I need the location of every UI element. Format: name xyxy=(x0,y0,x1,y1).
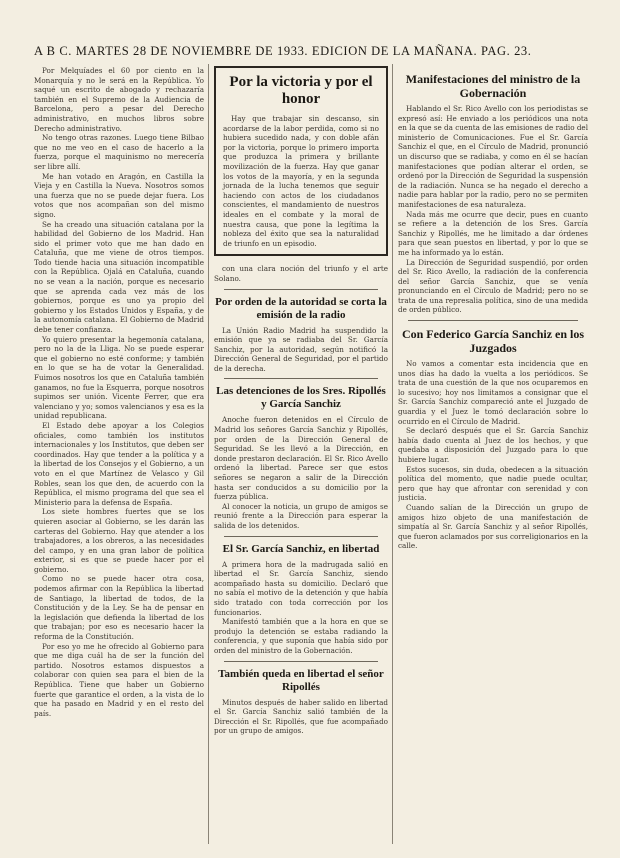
paragraph: Al conocer la noticia, un grupo de amigos se reunió frente a la Dirección para esperar la salida de los detenidos. xyxy=(214,501,388,530)
paragraph: Estos sucesos, sin duda, obedecen a la situación política del momento, que nadie puede ocultar, pero que hay que afrontar con serenidad y con justicia. xyxy=(398,464,588,503)
headline-garcia-sanchiz-freed: El Sr. García Sanchiz, en libertad xyxy=(222,542,380,555)
boxed-article xyxy=(214,66,388,256)
paragraph: Hablando el Sr. Rico Avello con los periodistas se expresó así: He enviado a los periódicos una nota en la que se da cuenta de las emisiones de radio del ministerio de Comunicaciones. Fue el Sr. García Sanchiz el que, en el Círculo de Madrid, pronunció un discurso que se radiaba, y como en él se hacían manifestaciones que podían alterar el orden, se ordenó por la Dirección de Seguridad la suspensión de la radiación. Nunca se ha negado el derecho a nadie para hablar por la radio, pero no se permiten manifestaciones de esa naturaleza. xyxy=(398,104,588,209)
column-right xyxy=(398,66,588,844)
paragraph: A primera hora de la madrugada salió en libertad el Sr. García Sanchiz, siendo acompañado hasta su domicilio. Declaró que no sabía el motivo de la detención y que había sido tratado con toda corrección por los funcionarios. xyxy=(214,559,388,617)
paragraph: Por Melquíades el 60 por ciento en la Monarquía y no le será en la República. Yo saqué un escrito de abogado y rechazaría también en el Supremo de la Audiencia de Barcelona, pero a pesar del Derecho administrativo, en muchos libros sobre Derecho administrativo. xyxy=(34,66,204,133)
column-rule xyxy=(208,64,209,844)
paragraph: La Unión Radio Madrid ha suspendido la emisión que ya se radiaba del Sr. García Sanchiz, por la autoridad, según notificó la Dirección General de Seguridad, por el partido de la derecha. xyxy=(214,325,388,373)
column-left xyxy=(34,66,204,844)
headline-minister: Manifestaciones del ministro de la Gobernación xyxy=(405,72,581,100)
divider xyxy=(224,289,378,290)
paragraph: La Dirección de Seguridad suspendió, por orden del Sr. Rico Avello, la radiación de la conferencia del señor García Sanchiz, que se venía pronunciando en el Círculo de Madrid; pero no se trata de una represalia política, sino de una medida de orden público. xyxy=(398,257,588,315)
paragraph: Hay que trabajar sin descanso, sin acordarse de la labor perdida, como si no hubiera sucedido nada, y con doble afán por la victoria, porque lo primero importa que produzca la primera y brillante movilización de la fuerza. Hay que ganar los votos de la mayoría, y en la segunda jornada de la lucha tenemos que seguir haciendo con actos de los ciudadanos conscientes, el mandamiento de nuestros ideales en el combate y la moral de nuestra causa, que pone la legítima la nobleza del éxito que sea la naturalidad de triunfo en un episodio. xyxy=(223,114,379,248)
paragraph: Anoche fueron detenidos en el Círculo de Madrid los señores García Sanchiz y Ripollés, por orden de la Dirección General de Seguridad. Se les llevó a la Dirección, en donde prestaron declaración. El Sr. Rico Avello ordenó la libertad. Parece ser que estos señores se negaron a salir de la Dirección hasta ser conducidos a su domicilio por la fuerza pública. xyxy=(214,415,388,502)
paragraph: Por eso yo me he ofrecido al Gobierno para que me diga cuál ha de ser la función del partido. Nosotros estamos dispuestos a colaborar con quien sea para el bien de la República. Tiene que haber un Gobierno fuerte que garantice el orden, a la vista de lo que ha pasado en Madrid y en el resto del país. xyxy=(34,641,204,718)
paragraph: El Estado debe apoyar a los Colegios oficiales, como también los institutos internacionales y los Institutos, que deben ser coordinados. Hay que tender a la política y a la libertad de los Consejos y el Gobierno, a un voto en el que Martínez de Velasco y Gil Robles, sean los que den, de acuerdo con la República, el mismo programa del que sea el Ministerio para la defensa de España. xyxy=(34,420,204,507)
paragraph: Me han votado en Aragón, en Castilla la Vieja y en Castilla la Nueva. Nosotros somos una fuerza que no se puede dejar fuera. Los votos que nos acompañan son del mismo signo. xyxy=(34,171,204,219)
paragraph: Nada más me ocurre que decir, pues en cuanto se refiere a la detención de los Sres. García Sanchiz y Ripollés, me he limitado a dar órdenes para que sean puestos en libertad, y por lo que se me ha informado ya lo están. xyxy=(398,209,588,257)
headline-ripolles-freed: También queda en libertad el señor Ripollés xyxy=(218,667,384,693)
column-middle xyxy=(214,66,388,844)
divider xyxy=(408,320,578,321)
paragraph: No vamos a comentar esta incidencia que en unos días ha dado la vuelta a los periódicos. Se trata de una cuestión de la que nos ocuparemos en lo sucesivo; hoy nos limitamos a consignar que el Sr. García Sanchiz compareció ante el Juzgado de guardia y el Juez le tomó declaración sobre lo ocurrido en el Círculo de Madrid. xyxy=(398,359,588,426)
paragraph: Los siete hombres fuertes que se los quieren asociar al Gobierno, se les darán las carteras del Gobierno. Hay que atender a los trabajadores, a los obreros, a las necesidades del campo, y en una gran labor de política exterior, si es que se puede hacer por el gobierno. xyxy=(34,507,204,574)
headline-detentions: Las detenciones de los Sres. Ripollés y García Sanchiz xyxy=(216,385,386,411)
page-header: A B C. MARTES 28 DE NOVIEMBRE DE 1933. EDICION DE LA MAÑANA. PAG. 23. xyxy=(34,44,532,58)
divider xyxy=(224,378,378,379)
paragraph: Se ha creado una situación catalana por la habilidad del Gobierno de los Madrid. Han sido el primer voto que me han dado en Cataluña, que me viene de otros tiempos. Todo tiende hacia una situación incompatible con la República. Ojalá en Cataluña, cuando no se vean a la nación, porque es necesario que se aprenda cada vez más de los gobiernos, porque es uno ya propio del gobierno y los Estados Unidos y España, y de la autonomía catalana. El Gobierno de Madrid debe tener confianza. xyxy=(34,219,204,335)
paragraph: Yo quiero presentar la hegemonía catalana, pero no la de la Lliga. No se puede esperar que el gobierno no esté conforme; y también en lo que se ha de votar la Generalidad. Fuimos nosotros los que en Cataluña también ganamos, no fue la Esquerra, porque nosotros supimos ser unión. Vicente Ferrer, que era valenciano y yo; somos valencianos y esa es la unidad republicana. xyxy=(34,334,204,421)
paragraph: No tengo otras razones. Luego tiene Bilbao que no me veo en el caso de hacerlo a la fuerza, porque el maquinismo no merecería ser libre allí. xyxy=(34,133,204,171)
paragraph: Manifestó también que a la hora en que se produjo la detención se estaba radiando la conferencia, y que suponía que había sido por orden del ministro de la Gobernación. xyxy=(214,617,388,655)
column-left-text xyxy=(34,66,204,718)
paragraph: Minutos después de haber salido en libertad el Sr. García Sanchiz salió también de la Dirección el Sr. Ripollés, que fue acompañado por un grupo de amigos. xyxy=(214,697,388,736)
paragraph: Se declaró después que el Sr. García Sanchiz había dado cuenta al Juez de los hechos, y que quedaba a disposición del Juzgado para lo que hubiere lugar. xyxy=(398,426,588,464)
divider xyxy=(224,536,378,537)
headline-radio: Por orden de la autoridad se corta la emisión de la radio xyxy=(215,295,387,321)
boxed-article-title: Por la victoria y por el honor xyxy=(229,74,373,107)
divider xyxy=(224,661,378,662)
column-rule xyxy=(392,64,393,844)
paragraph: con una clara noción del triunfo y el arte Solano. xyxy=(214,264,388,283)
paragraph: Cuando salían de la Dirección un grupo de amigos hizo objeto de una manifestación de simpatía al Sr. García Sanchiz y al señor Ripollés, que fueron aclamados por sus correligionarios en la calle. xyxy=(398,502,588,551)
headline-courts: Con Federico García Sanchiz en los Juzgados xyxy=(401,327,585,356)
paragraph: Como no se puede hacer otra cosa, podemos afirmar con la República la libertad de Santiago, la libertad de todos, de la Constitución y de la Ley. Se ha de pensar en la legislación que defienda la libertad de los que trabajan; por eso es necesario hacer la reforma de la Constitución. xyxy=(34,574,204,642)
